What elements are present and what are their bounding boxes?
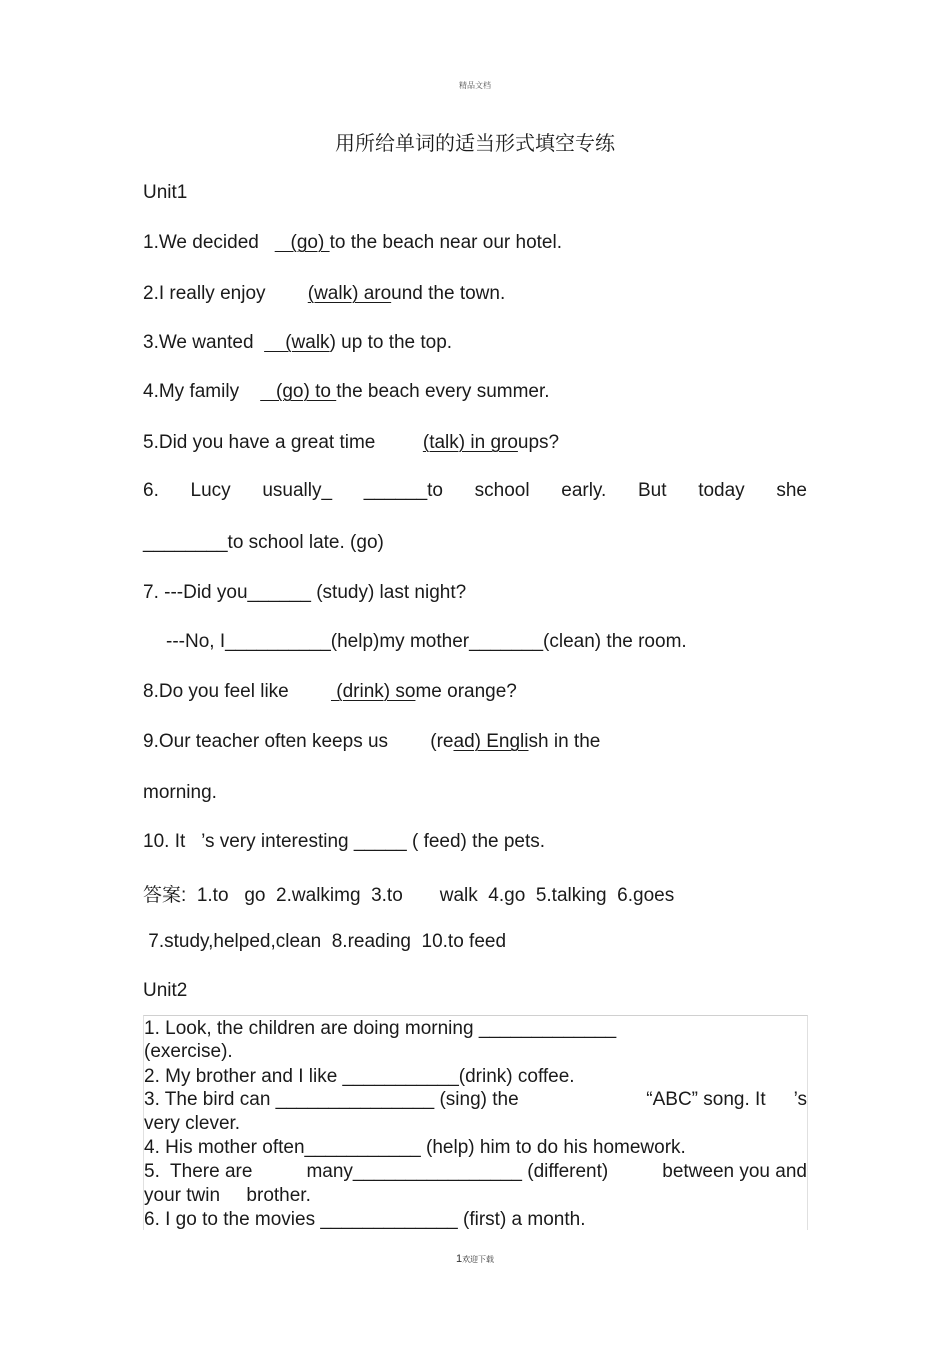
q6-word: usually_	[262, 480, 333, 501]
unit2-question-box	[143, 1015, 808, 1230]
q3-text: 3.We wanted	[143, 332, 265, 353]
unit1-q5	[143, 432, 559, 454]
q6-word: today	[698, 480, 745, 501]
unit2-heading: Unit2	[143, 980, 188, 1001]
unit1-q1	[143, 232, 562, 254]
q5-part: many________________ (different)	[306, 1161, 609, 1182]
q9-text-end: sh in the	[528, 731, 601, 752]
unit2-q1-line1: 1. Look, the children are doing morning _____________	[144, 1018, 617, 1039]
unit2-q2: 2. My brother and I like ___________(drink) coffee.	[144, 1066, 575, 1087]
q6-word: ______to	[363, 480, 443, 501]
unit2-q6: 6. I go to the movies _____________ (first) a month.	[144, 1209, 586, 1230]
q6-word: she	[776, 480, 807, 501]
q9-blank: ad) Engli	[453, 731, 529, 752]
q3-blank: (walk	[264, 332, 330, 353]
q1-blank: (go)	[274, 232, 330, 253]
footer	[0, 1253, 950, 1265]
page-title: 用所给单词的适当形式填空专练	[335, 131, 615, 155]
unit1-q7-line1: 7. ---Did you______ (study) last night?	[143, 582, 467, 603]
q8-text-end: me orange?	[415, 681, 517, 702]
q4-text: 4.My family	[143, 381, 261, 402]
q5-text-end: ups?	[517, 432, 560, 453]
header-watermark: 精品文档	[459, 81, 491, 90]
answers-line2: 7.study,helped,clean 8.reading 10.to feed	[143, 931, 507, 952]
footer-text: 欢迎下载	[462, 1255, 495, 1264]
unit1-q8	[143, 681, 517, 703]
q9-text: 9.Our teacher often keeps us (re	[143, 731, 454, 752]
q8-text: 8.Do you feel like	[143, 681, 331, 702]
unit1-heading: Unit1	[143, 182, 188, 203]
q2-blank: (walk) aro	[307, 283, 392, 304]
q2-text: 2.I really enjoy	[143, 283, 308, 304]
unit2-q4: 4. His mother often___________ (help) him to do his homework.	[144, 1137, 686, 1158]
answers-line1: 答案: 1.to go 2.walkimg 3.to walk 4.go 5.talking 6.goes	[143, 885, 675, 906]
q3-part: ’s	[793, 1089, 807, 1110]
q1-text: 1.We decided	[143, 232, 275, 253]
unit2-q3-line2: very clever.	[144, 1113, 241, 1134]
q4-text-end: the beach every summer.	[336, 381, 550, 402]
q6-word: Lucy	[190, 480, 231, 501]
page-number: 1	[455, 1253, 463, 1265]
unit2-q3-line1	[144, 1089, 807, 1111]
unit1-q7-line2: ---No, I__________(help)my mother_______(clean) the room.	[166, 631, 687, 652]
q5-text: 5.Did you have a great time	[143, 432, 423, 453]
q5-part: 5. There are	[144, 1161, 253, 1182]
unit1-q6-line2: ________to school late. (go)	[143, 532, 384, 553]
q5-part: between you and	[662, 1161, 807, 1182]
q6-word: early.	[561, 480, 607, 501]
unit2-q1-line2: (exercise).	[144, 1041, 233, 1062]
q3-text-end: ) up to the top.	[329, 332, 453, 353]
q6-word: But	[637, 480, 667, 501]
q1-text-end: to the beach near our hotel.	[329, 232, 562, 253]
unit2-q5-line1	[144, 1161, 807, 1183]
unit1-q2	[143, 283, 505, 305]
unit1-q10: 10. It ’s very interesting _____ ( feed) the pets.	[143, 831, 546, 852]
unit1-q3	[143, 332, 452, 354]
q4-blank: (go) to	[260, 381, 337, 402]
q6-word: school	[474, 480, 530, 501]
unit1-q4	[143, 381, 550, 403]
q5-blank: (talk) in gro	[422, 432, 518, 453]
q2-text-end: und the town.	[391, 283, 506, 304]
unit1-q9-line2: morning.	[143, 782, 217, 803]
q8-blank: (drink) so	[330, 681, 416, 702]
unit2-q5-line2: your twin brother.	[144, 1185, 311, 1206]
unit1-q6-line1	[143, 480, 807, 502]
q3-part: “ABC” song. It	[646, 1089, 766, 1110]
unit1-q9	[143, 731, 600, 753]
q6-word: 6.	[143, 480, 159, 501]
q3-part: 3. The bird can _______________ (sing) the	[144, 1089, 519, 1110]
